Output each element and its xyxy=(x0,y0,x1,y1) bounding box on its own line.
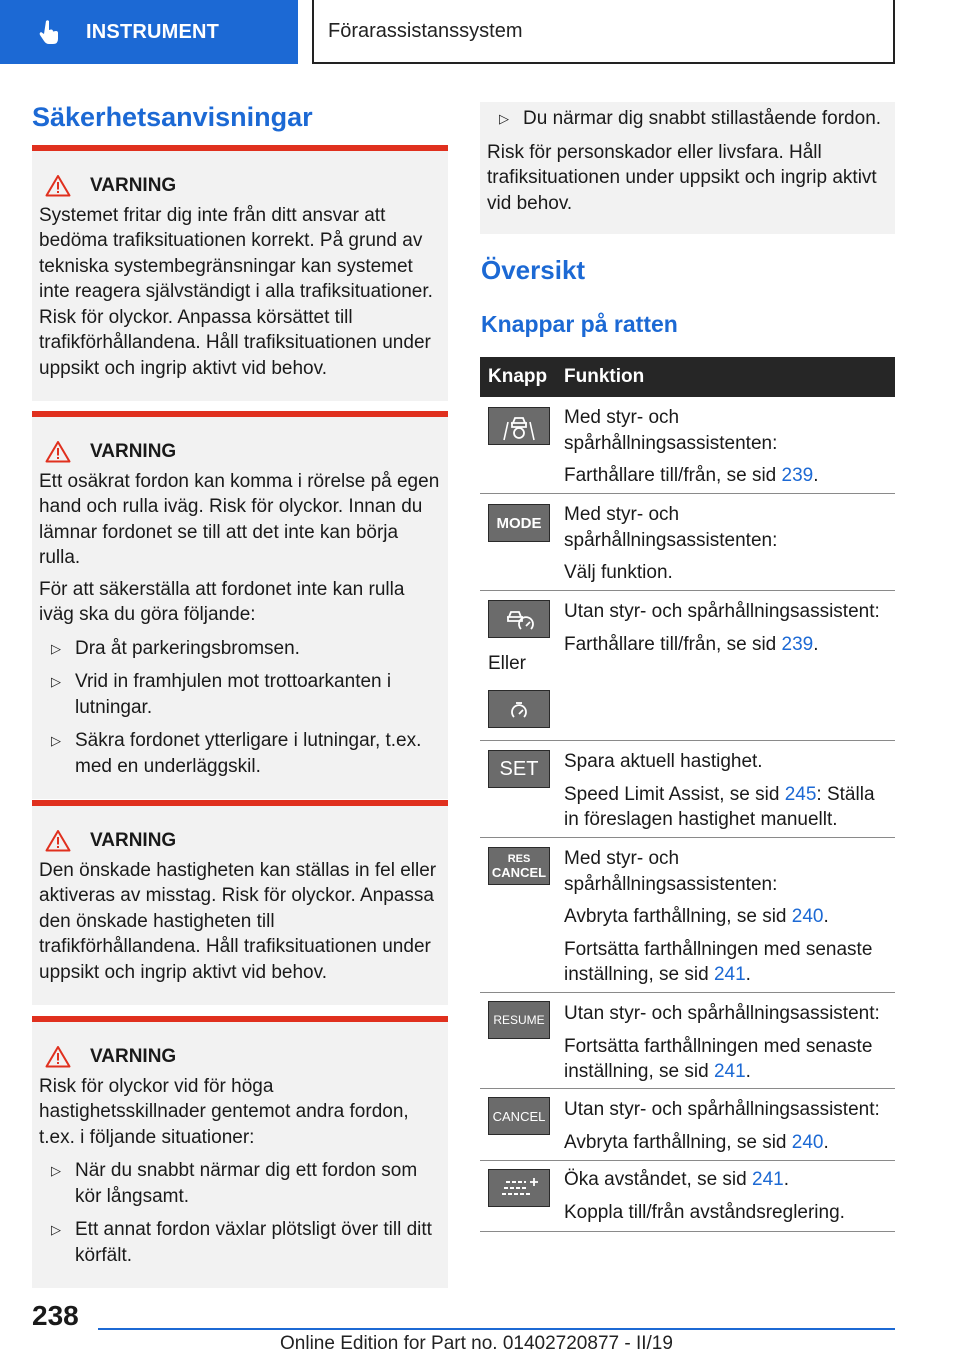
function-text: Öka avståndet, se sid 241. Koppla till/från avståndsreglering. xyxy=(564,1169,845,1223)
bullet-triangle-icon: ▷ xyxy=(51,674,61,689)
table-row xyxy=(480,397,895,494)
table-row xyxy=(480,1161,895,1232)
section-header xyxy=(312,0,895,64)
function-text: Med styr- och spårhållningsassistenten: Avbryta farthållning, se sid 240. Fortsätta farthållningen med senaste inställning, se sid 241. xyxy=(564,848,873,985)
function-text: Med styr- och spårhållningsassistenten: Farthållare till/från, se sid 239. xyxy=(564,407,819,486)
table-header xyxy=(480,357,895,397)
bullet-item: ▷ När du snabbt närmar dig ett fordon som kör långsamt. xyxy=(39,1158,440,1209)
res-cancel-button-icon: RES CANCEL xyxy=(488,847,550,885)
bullet-triangle-icon: ▷ xyxy=(499,111,509,126)
warning-header xyxy=(45,173,440,199)
warning-box xyxy=(32,800,448,1005)
mode-button-icon: MODE xyxy=(488,504,550,542)
warning-triangle-icon xyxy=(45,1045,71,1068)
page-link[interactable]: 239 xyxy=(781,633,814,655)
bullet-triangle-icon: ▷ xyxy=(51,733,61,748)
bullet-item: ▷ Dra åt parkeringsbromsen. xyxy=(39,636,440,662)
warning-continuation xyxy=(480,102,895,234)
page-link[interactable]: 240 xyxy=(791,906,824,927)
steering-assist-icon xyxy=(488,407,550,445)
table-row xyxy=(480,741,895,838)
column-header-knapp: Knapp xyxy=(488,366,548,387)
table-row xyxy=(480,494,895,591)
warning-header xyxy=(45,1044,440,1070)
table-row xyxy=(480,1089,895,1161)
bullet-item: ▷ Ett annat fordon växlar plötsligt över till ditt körfält. xyxy=(39,1217,440,1268)
warning-header xyxy=(45,828,440,854)
warning-box xyxy=(32,411,448,799)
or-label: Eller xyxy=(488,653,527,674)
warning-label: VARNING xyxy=(90,175,177,196)
warning-triangle-icon xyxy=(45,829,71,852)
warning-label: VARNING xyxy=(90,830,177,851)
bullet-triangle-icon: ▷ xyxy=(51,1222,61,1237)
bullet-triangle-icon: ▷ xyxy=(51,640,61,656)
bullet-item: ▷ Säkra fordonet ytterligare i lutningar, t.ex. med en underläggskil. xyxy=(39,728,440,779)
warning-header xyxy=(45,439,440,465)
edition-text: Online Edition for Part no. 01402720877 - II/19 xyxy=(280,1333,673,1354)
cruise-control-icon xyxy=(488,600,550,638)
warning-text: Den önskade hastigheten kan ställas in fel eller aktiveras av misstag. Risk för olyckor. Anpassa den önskade hastigheten till trafikförhållandena. Håll trafiksituationen under uppsikt och ingrip aktivt vid behov. xyxy=(39,859,437,983)
warning-text: Systemet fritar dig inte från ditt ansvar att bedöma trafiksituationen korrekt. På grund av tekniska systembegränsningar kan systemet inte reagera självständigt i alla trafiksituationer. Risk för olyckor. Anpassa körsättet till trafikförhållandena. Håll trafiksituationen under uppsikt och ingrip aktivt vid behov. xyxy=(39,204,433,379)
buttons-heading: Knappar på ratten xyxy=(481,311,678,337)
page-link[interactable]: 245 xyxy=(784,783,817,805)
page-link[interactable]: 239 xyxy=(781,465,814,486)
function-text: Med styr- och spårhållningsassistenten: Välj funktion. xyxy=(564,504,778,583)
function-text: Utan styr- och spårhållningsassistent: Farthållare till/från, se sid 239. xyxy=(564,601,880,655)
warning-triangle-icon xyxy=(45,174,71,197)
warning-label: VARNING xyxy=(90,1046,177,1067)
warning-box xyxy=(32,145,448,401)
table-row xyxy=(480,591,895,741)
page-title: Säkerhetsanvisningar xyxy=(32,102,313,132)
warning-label: VARNING xyxy=(90,441,177,462)
speed-limiter-icon xyxy=(488,690,550,728)
page-link[interactable]: 241 xyxy=(713,1061,746,1082)
distance-plus-icon xyxy=(488,1169,550,1207)
hand-pointer-icon xyxy=(38,19,62,45)
bullet-item: ▷ Du närmar dig snabbt stillastående fordon. xyxy=(487,106,887,132)
page-link[interactable]: 241 xyxy=(752,1169,784,1190)
function-text: Utan styr- och spårhållningsassistent: Avbryta farthållning, se sid 240. xyxy=(564,1099,880,1153)
resume-button-icon: RESUME xyxy=(488,1001,550,1039)
warning-triangle-icon xyxy=(45,440,71,463)
page-link[interactable]: 240 xyxy=(791,1131,824,1153)
warning-text: Ett osäkrat fordon kan komma i rörelse på egen hand och rulla iväg. Risk för olyckor. Innan du lämnar fordonet se till att det inte kan börja rulla. xyxy=(39,470,440,568)
function-text: Utan styr- och spårhållningsassistent: Fortsätta farthållningen med senaste inställning, se sid 241. xyxy=(564,1003,880,1082)
section-title: Förarassistanssystem xyxy=(328,19,523,42)
cancel-button-icon: CANCEL xyxy=(488,1097,550,1135)
bullet-triangle-icon: ▷ xyxy=(51,1163,61,1178)
chapter-tab[interactable] xyxy=(0,0,298,64)
warning-box xyxy=(32,1016,448,1288)
warning-text: Risk för personskador eller livsfara. Håll trafiksituationen under uppsikt och ingrip aktivt vid behov. xyxy=(487,141,877,214)
overview-heading: Översikt xyxy=(481,255,586,285)
function-text: Spara aktuell hastighet. Speed Limit Assist, se sid 245: Ställa in föreslagen hastighet manuellt. xyxy=(564,751,875,830)
table-row xyxy=(480,838,895,993)
set-button-icon: SET xyxy=(488,750,550,788)
warning-text: Risk för olyckor vid för höga hastighetsskillnader gentemot andra fordon, t.ex. i följande situationer: xyxy=(39,1075,409,1148)
warning-text: För att säkerställa att fordonet inte kan rulla iväg ska du göra följande: xyxy=(39,578,405,625)
page-number: 238 xyxy=(32,1300,79,1331)
chapter-label: INSTRUMENT xyxy=(86,20,220,43)
bullet-item: ▷ Vrid in framhjulen mot trottoarkanten i lutningar. xyxy=(39,669,440,720)
column-header-funktion: Funktion xyxy=(564,366,645,387)
page-link[interactable]: 241 xyxy=(713,964,746,985)
footer-divider xyxy=(98,1328,895,1330)
table-row xyxy=(480,993,895,1089)
